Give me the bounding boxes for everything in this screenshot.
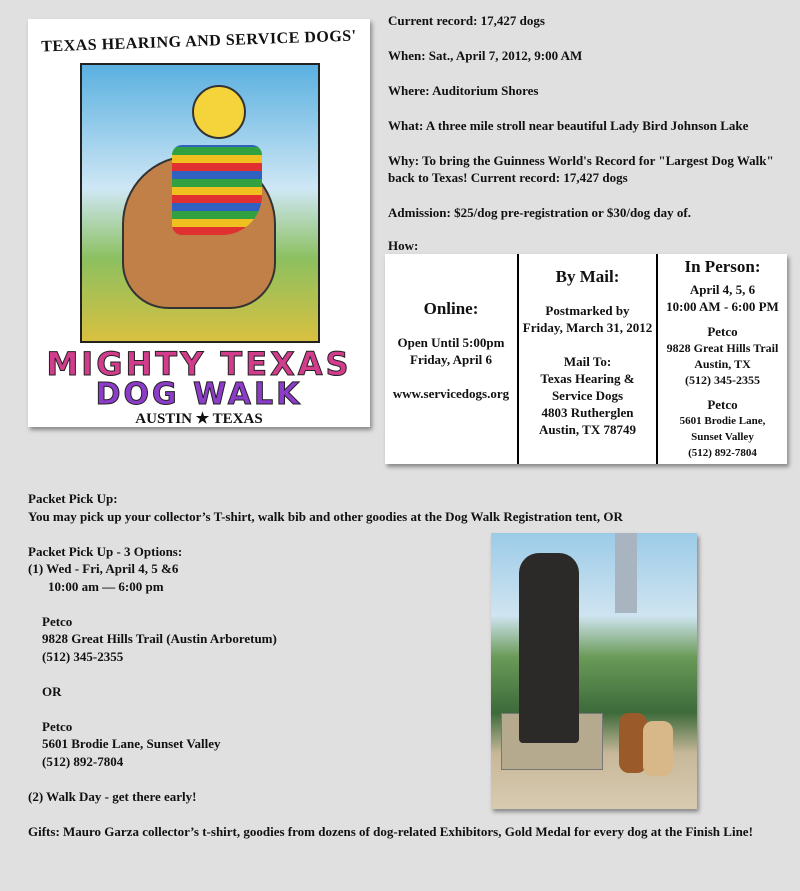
info-why: Why: To bring the Guinness World's Record for "Largest Dog Walk" back to Texas! Current record: 17,427 dogs — [388, 153, 774, 185]
text-line: (512) 892-7804 — [42, 753, 124, 769]
in-person-column — [656, 254, 787, 464]
statue-shape — [519, 553, 579, 743]
text-line: Petco — [42, 613, 73, 629]
mail-text: Postmarked by — [545, 303, 630, 318]
mail-text: Texas Hearing & — [540, 371, 635, 386]
halo — [192, 85, 246, 139]
text-line: Packet Pick Up - 3 Options: — [28, 543, 183, 559]
gifts-line: Gifts: Mauro Garza collector’s t-shirt, goodies from dozens of dog-related Exhibitors, Gold Medal for every dog at the Finish Line! — [28, 823, 753, 839]
mail-text: 4803 Rutherglen — [541, 405, 634, 420]
dog-shape — [643, 721, 673, 776]
text-line: You may pick up your collector’s T-shirt, walk bib and other goodies at the Dog Walk Registration tent, OR — [28, 508, 623, 524]
text-line: 5601 Brodie Lane, Sunset Valley — [42, 736, 221, 751]
text-line: Petco — [42, 718, 73, 734]
person-text: 9828 Great Hills Trail — [666, 341, 779, 355]
text-line: OR — [42, 683, 62, 699]
info-record: Current record: 17,427 dogs — [388, 13, 545, 28]
how-label: How: — [388, 238, 419, 253]
poster-line3: AUSTIN ★ TEXAS — [135, 411, 263, 427]
person-text: (512) 892-7804 — [688, 447, 757, 459]
mail-text: Friday, March 31, 2012 — [522, 320, 653, 335]
person-text: April 4, 5, 6 — [689, 282, 756, 297]
online-heading: Online: — [423, 299, 479, 318]
text-line: 10:00 am — 6:00 pm — [48, 578, 164, 594]
person-text: Petco — [707, 397, 738, 412]
text-line: (1) Wed - Fri, April 4, 5 &6 — [28, 561, 179, 576]
mail-text: Service Dogs — [551, 388, 624, 403]
person-text: 5601 Brodie Lane, — [679, 415, 766, 427]
poster-line1: MIGHTY TEXAS — [46, 345, 352, 383]
skirt-illustration — [172, 145, 262, 235]
poster-illustration — [80, 63, 320, 343]
info-what: What: A three mile stroll near beautiful Lady Bird Johnson Lake — [388, 118, 749, 133]
person-text: Petco — [707, 324, 738, 339]
poster-line2: DOG WALK — [95, 377, 303, 412]
statue-dogs-photo — [491, 533, 697, 809]
event-poster — [28, 19, 370, 427]
mail-text: Austin, TX 78749 — [539, 422, 636, 437]
mail-text: Mail To: — [563, 354, 612, 369]
event-info — [388, 12, 788, 272]
in-person-heading: In Person: — [684, 257, 761, 276]
mail-heading: By Mail: — [555, 267, 620, 286]
text-line: (2) Walk Day - get there early! — [28, 788, 197, 804]
text-line: (512) 345-2355 — [42, 648, 124, 664]
info-where: Where: Auditorium Shores — [388, 83, 539, 98]
registration-table — [385, 254, 787, 464]
poster-title: TEXAS HEARING AND SERVICE DOGS' — [41, 27, 357, 56]
person-text: Sunset Valley — [691, 431, 754, 443]
tower-shape — [615, 533, 637, 613]
info-when: When: Sat., April 7, 2012, 9:00 AM — [388, 48, 583, 63]
online-column — [385, 254, 517, 464]
person-text: (512) 345-2355 — [685, 373, 760, 387]
info-admission: Admission: $25/dog pre-registration or $30/dog day of. — [388, 205, 691, 220]
text-line: 9828 Great Hills Trail (Austin Arboretum) — [42, 631, 277, 646]
website-link[interactable]: www.servicedogs.org — [392, 386, 510, 401]
text-line: Packet Pick Up: — [28, 491, 118, 506]
mail-column — [517, 254, 656, 464]
online-hours: Open Until 5:00pm — [397, 335, 505, 350]
person-text: Austin, TX — [694, 357, 751, 371]
person-text: 10:00 AM - 6:00 PM — [666, 299, 779, 314]
online-date: Friday, April 6 — [410, 352, 492, 367]
